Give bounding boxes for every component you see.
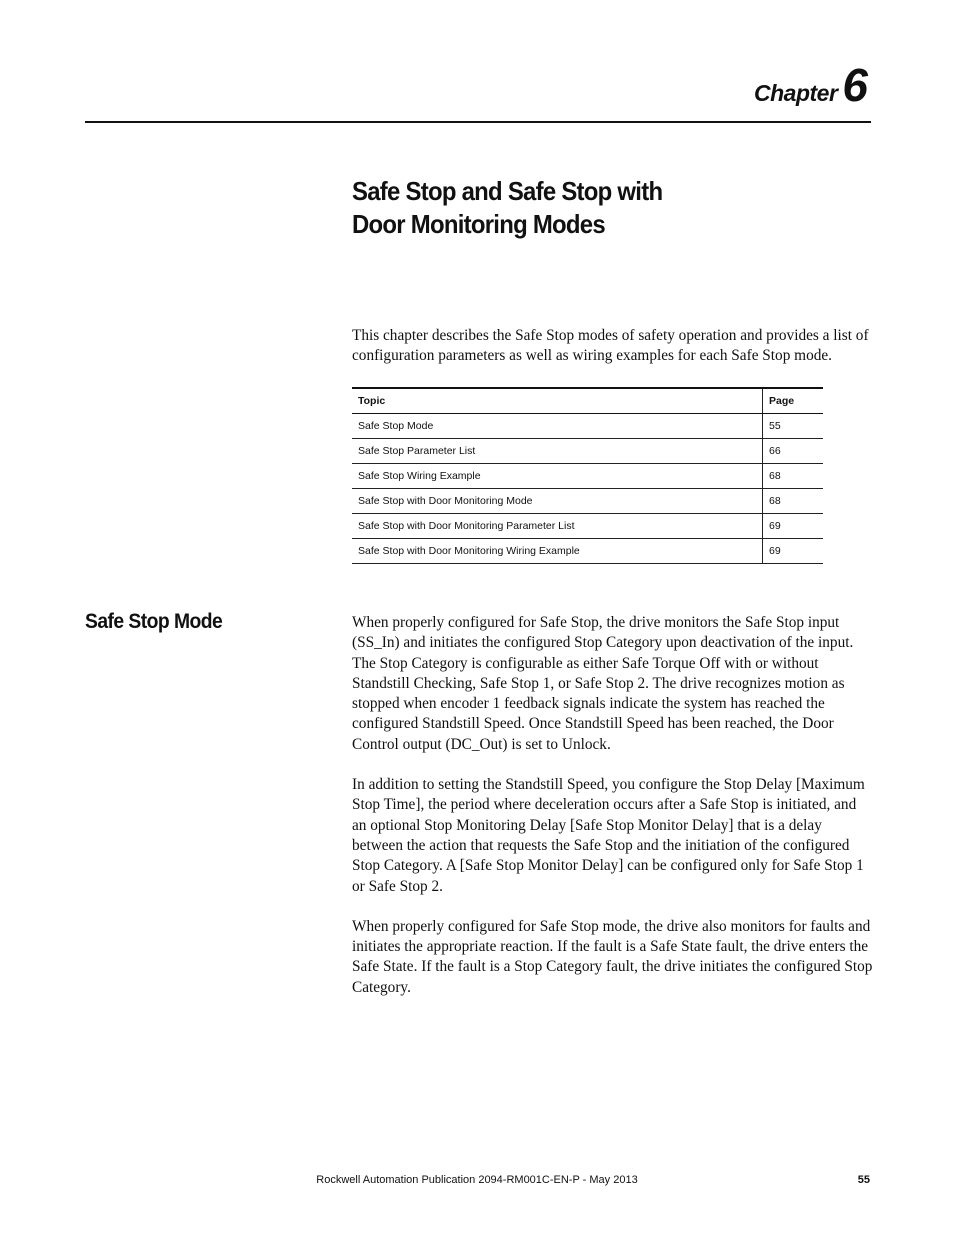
topic-cell: Safe Stop with Door Monitoring Parameter List xyxy=(352,514,763,539)
topic-cell: Safe Stop Mode xyxy=(352,414,763,439)
topic-column-header: Topic xyxy=(352,388,763,414)
table-row xyxy=(352,439,823,464)
table-row xyxy=(352,414,823,439)
page-cell: 68 xyxy=(763,489,824,514)
table-row xyxy=(352,539,823,564)
page-cell: 68 xyxy=(763,464,824,489)
table-row xyxy=(352,489,823,514)
section-heading: Safe Stop Mode xyxy=(85,610,223,633)
intro-paragraph: This chapter describes the Safe Stop modes of safety operation and provides a list of configuration parameters as well as wiring examples for each Safe Stop mode. xyxy=(352,327,869,365)
table-row xyxy=(352,464,823,489)
footer-publication: Rockwell Automation Publication 2094-RM001C-EN-P - May 2013 xyxy=(316,1174,638,1186)
page-column-header: Page xyxy=(763,388,824,414)
chapter-title-line-2: Door Monitoring Modes xyxy=(352,209,605,239)
page-cell: 55 xyxy=(763,414,824,439)
page-cell: 69 xyxy=(763,514,824,539)
table-header-row xyxy=(352,388,823,414)
chapter-label: Chapter xyxy=(754,80,838,106)
chapter-title-line-1: Safe Stop and Safe Stop with xyxy=(352,176,663,206)
topics-table xyxy=(352,387,823,564)
topic-cell: Safe Stop with Door Monitoring Mode xyxy=(352,489,763,514)
topic-cell: Safe Stop with Door Monitoring Wiring Example xyxy=(352,539,763,564)
chapter-rule-divider xyxy=(85,121,871,123)
body-paragraph: In addition to setting the Standstill Speed, you configure the Stop Delay [Maximum Stop Time], the period where deceleration occurs after a Safe Stop is initiated, and an optional Stop Monitoring Delay [Safe Stop Monitor Delay] that is a delay between the action that requests the Safe Stop and the initiation of the configured Stop Category. A [Safe Stop Monitor Delay] can be configured only for Safe Stop 1 or Safe Stop 2. xyxy=(352,776,865,895)
chapter-number: 6 xyxy=(842,59,868,111)
chapter-title xyxy=(352,175,738,241)
topic-cell: Safe Stop Parameter List xyxy=(352,439,763,464)
body-paragraph: When properly configured for Safe Stop, the drive monitors the Safe Stop input (SS_In) and initiates the configured Stop Category upon deactivation of the input. The Stop Category is configurable as either Safe Torque Off with or without Standstill Checking, Safe Stop 1, or Safe Stop 2. The drive recognizes motion as stopped when encoder 1 feedback signals indicate the system has reached the configured Standstill Speed. Once Standstill Speed has been reached, the Door Control output (DC_Out) is set to Unlock. xyxy=(352,614,854,753)
chapter-heading xyxy=(754,59,868,111)
section-body xyxy=(352,613,874,1018)
table-row xyxy=(352,514,823,539)
topic-cell: Safe Stop Wiring Example xyxy=(352,464,763,489)
page-cell: 69 xyxy=(763,539,824,564)
footer-page-number: 55 xyxy=(857,1174,870,1186)
body-paragraph: When properly configured for Safe Stop mode, the drive also monitors for faults and initiates the appropriate reaction. If the fault is a Safe State fault, the drive enters the Safe State. If the fault is a Stop Category fault, the drive initiates the configured Stop Category. xyxy=(352,917,873,996)
page-cell: 66 xyxy=(763,439,824,464)
